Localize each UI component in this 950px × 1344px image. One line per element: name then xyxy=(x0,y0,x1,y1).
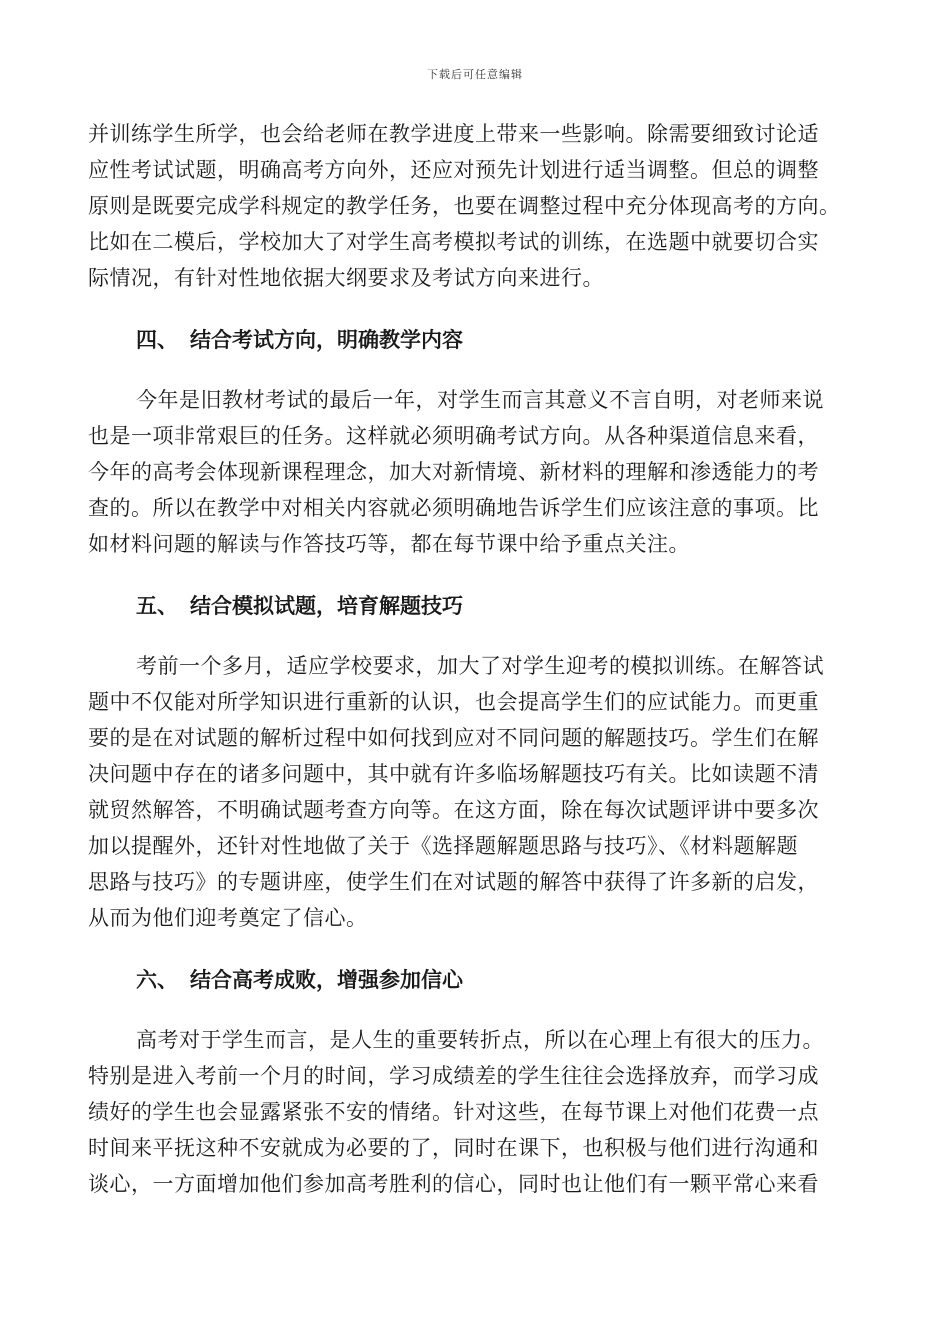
text-line: 考前一个多月，适应学校要求，加大了对学生迎考的模拟训练。在解答试 xyxy=(136,654,824,678)
text-line: 题中不仅能对所学知识进行重新的认识，也会提高学生们的应试能力。而更重 xyxy=(88,690,819,714)
text-line: 就贸然解答，不明确试题考查方向等。在这方面，除在每次试题评讲中要多次 xyxy=(88,798,819,822)
text-line: 应性考试试题，明确高考方向外，还应对预先计划进行适当调整。但总的调整 xyxy=(88,158,819,182)
section-heading-5 xyxy=(88,588,862,624)
text-line: 比如在二模后，学校加大了对学生高考模拟考试的训练，在选题中就要切合实 xyxy=(88,230,819,254)
paragraph-section-5 xyxy=(88,648,862,936)
section-heading-6 xyxy=(88,962,862,998)
text-line: 要的是在对试题的解析过程中如何找到应对不同问题的解题技巧。学生们在解 xyxy=(88,726,819,750)
paragraph-section-4 xyxy=(88,382,862,562)
section-number: 六、 xyxy=(136,967,178,992)
text-line: 从而为他们迎考奠定了信心。 xyxy=(88,906,368,930)
text-line: 并训练学生所学，也会给老师在教学进度上带来一些影响。除需要细致讨论适 xyxy=(88,122,819,146)
section-number: 四、 xyxy=(136,327,178,352)
text-line: 际情况，有针对性地依据大纲要求及考试方向来进行。 xyxy=(88,266,604,290)
paragraph-section-6 xyxy=(88,1022,862,1202)
text-line: 加以提醒外，还针对性地做了关于《选择题解题思路与技巧》、《材料题解题 xyxy=(88,834,798,858)
section-title: 结合模拟试题，培育解题技巧 xyxy=(190,593,463,618)
section-title: 结合考试方向，明确教学内容 xyxy=(190,327,463,352)
text-line: 如材料问题的解读与作答技巧等，都在每节课中给予重点关注。 xyxy=(88,532,690,556)
document-body xyxy=(88,116,862,1228)
text-line: 特别是进入考前一个月的时间，学习成绩差的学生往往会选择放弃，而学习成 xyxy=(88,1064,819,1088)
section-title: 结合高考成败，增强参加信心 xyxy=(190,967,463,992)
text-line: 原则是既要完成学科规定的教学任务，也要在调整过程中充分体现高考的方向。 xyxy=(88,194,841,218)
text-line: 时间来平抚这种不安就成为必要的了，同时在课下，也积极与他们进行沟通和 xyxy=(88,1136,819,1160)
page-header: 下载后可任意编辑 xyxy=(427,68,523,81)
text-line: 今年是旧教材考试的最后一年，对学生而言其意义不言自明，对老师来说 xyxy=(136,388,824,412)
text-line: 思路与技巧》的专题讲座，使学生们在对试题的解答中获得了许多新的启发， xyxy=(88,870,819,894)
text-line: 也是一项非常艰巨的任务。这样就必须明确考试方向。从各种渠道信息来看， xyxy=(88,424,819,448)
text-line: 决问题中存在的诸多问题中，其中就有许多临场解题技巧有关。比如读题不清 xyxy=(88,762,819,786)
section-number: 五、 xyxy=(136,593,178,618)
text-line: 谈心，一方面增加他们参加高考胜利的信心，同时也让他们有一颗平常心来看 xyxy=(88,1172,819,1196)
paragraph-continuation xyxy=(88,116,862,296)
text-line: 绩好的学生也会显露紧张不安的情绪。针对这些，在每节课上对他们花费一点 xyxy=(88,1100,819,1124)
text-line: 查的。所以在教学中对相关内容就必须明确地告诉学生们应该注意的事项。比 xyxy=(88,496,819,520)
section-heading-4 xyxy=(88,322,862,358)
text-line: 高考对于学生而言，是人生的重要转折点，所以在心理上有很大的压力。 xyxy=(136,1028,824,1052)
text-line: 今年的高考会体现新课程理念，加大对新情境、新材料的理解和渗透能力的考 xyxy=(88,460,819,484)
